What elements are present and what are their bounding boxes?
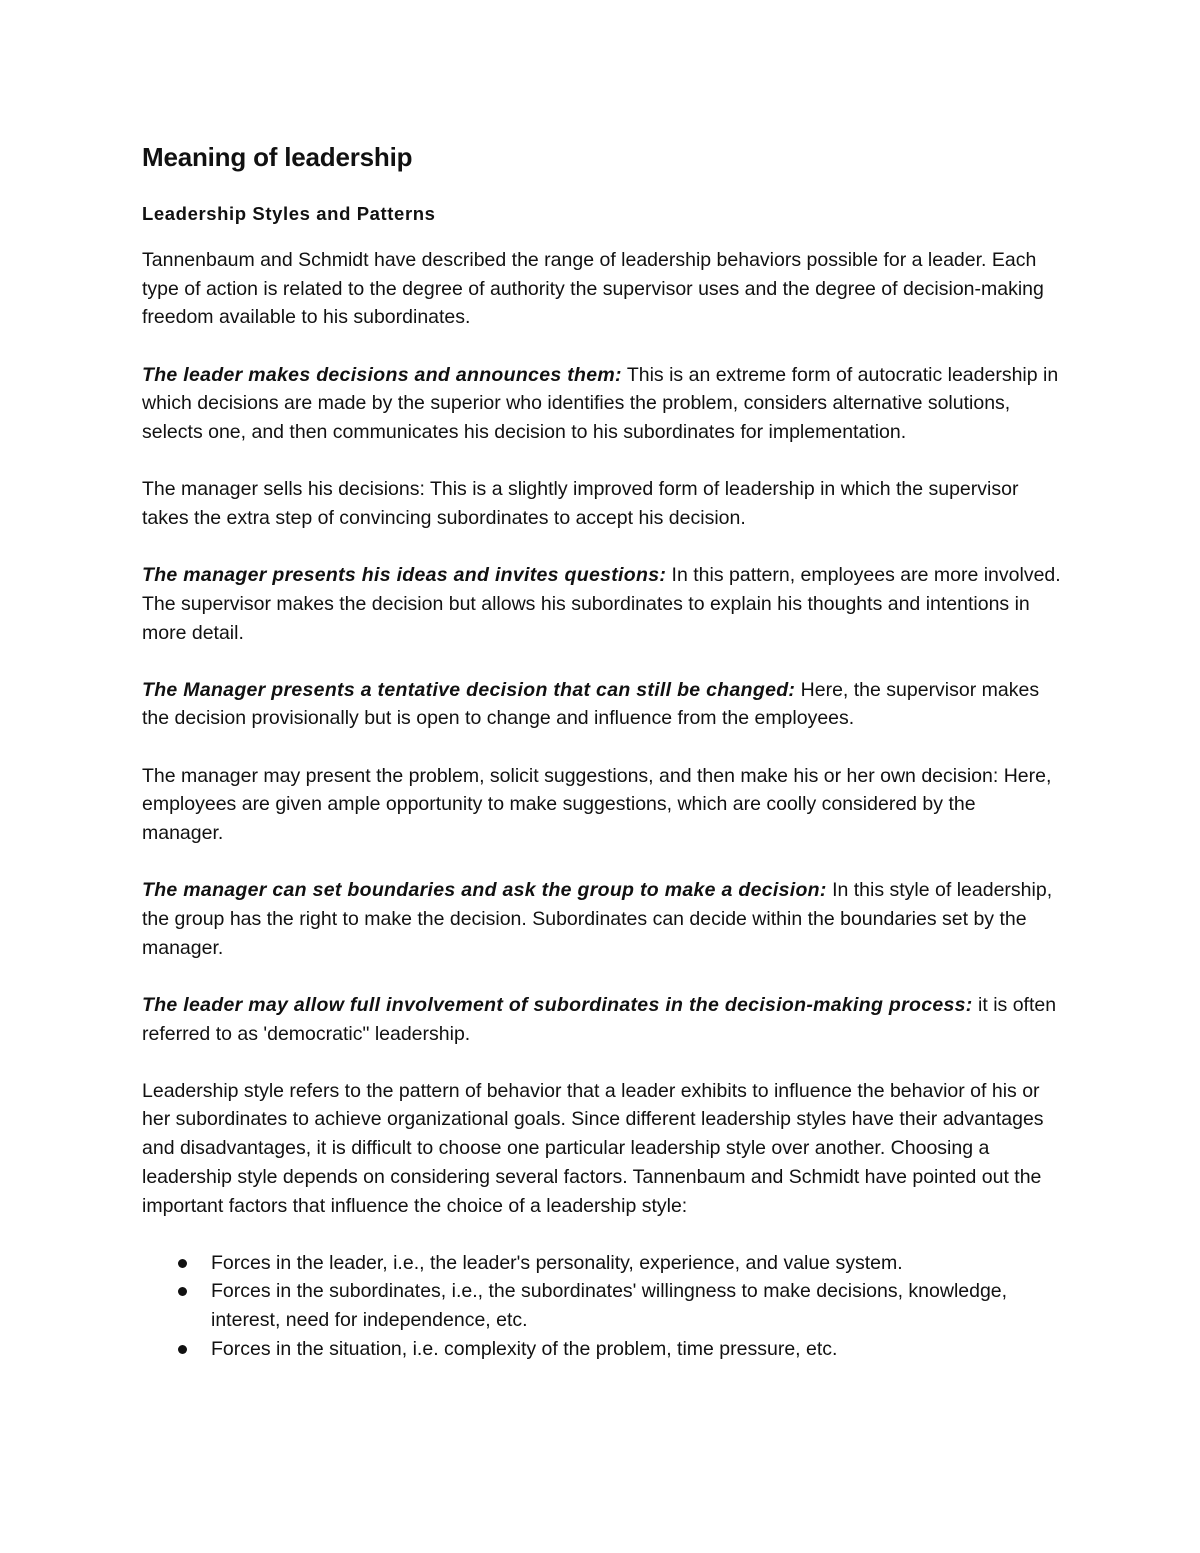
paragraph-lead: The leader may allow full involvement of subordinates in the decision-making process:: [142, 993, 973, 1016]
list-item-text: Forces in the subordinates, i.e., the subordinates' willingness to make decisions, knowledge, interest, need for independence, etc.: [211, 1280, 1008, 1332]
list-item-text: Forces in the situation, i.e. complexity of the problem, time pressure, etc.: [211, 1337, 838, 1360]
paragraph-lead: The Manager presents a tentative decision that can still be changed:: [142, 678, 796, 701]
paragraph-text: This is an extreme form of autocratic leadership in which decisions are made by the superior who identifies the problem, considers alternative solutions, selects one, and then communicates his decision to his subordinates for implementation.: [142, 363, 1059, 444]
paragraph-solicit-suggestions: The manager may present the problem, solicit suggestions, and then make his or her own decision: Here, employees are given ample opportunity to make suggestions, which are coolly considered by the manager.: [142, 764, 1052, 845]
paragraph-lead: The manager can set boundaries and ask the group to make a decision:: [142, 879, 827, 902]
list-item: [142, 1277, 1062, 1334]
document-title: Meaning of leadership: [142, 142, 413, 172]
paragraph-text: Here, the supervisor makes the decision provisionally but is open to change and influence from the employees.: [142, 678, 1040, 730]
paragraph-lead: The manager presents his ideas and invites questions:: [142, 564, 667, 587]
list-item-text: Forces in the leader, i.e., the leader's personality, experience, and value system.: [211, 1251, 903, 1274]
paragraph-tentative-decision: [142, 676, 1062, 733]
paragraph-text: In this pattern, employees are more involved. The supervisor makes the decision but allows his subordinates to explain his thoughts and intentions in more detail.: [142, 564, 1061, 644]
list-item: [142, 1249, 1062, 1278]
bullet-icon: [178, 1287, 187, 1296]
paragraph-text: it is often referred to as 'democratic" leadership.: [142, 993, 1057, 1045]
document-page: [142, 138, 1062, 1364]
bullet-icon: [178, 1259, 187, 1268]
section-heading: Leadership Styles and Patterns: [142, 203, 436, 224]
factors-list: [142, 1249, 1062, 1364]
list-item: [142, 1335, 1062, 1364]
paragraph-set-boundaries: [142, 876, 1062, 962]
paragraph-manager-sells: The manager sells his decisions: This is a slightly improved form of leadership in which the supervisor takes the extra step of convincing subordinates to accept his decision.: [142, 478, 1019, 529]
paragraph-manager-presents-ideas: [142, 561, 1062, 647]
paragraph-lead: The leader makes decisions and announces them:: [142, 363, 622, 386]
paragraph-full-involvement: [142, 991, 1062, 1048]
paragraph-text: In this style of leadership, the group has the right to make the decision. Subordinates can decide within the boundaries set by the manager.: [142, 879, 1053, 959]
bullet-icon: [178, 1345, 187, 1354]
paragraph-leadership-style: Leadership style refers to the pattern of behavior that a leader exhibits to influence the behavior of his or her subordinates to achieve organizational goals. Since different leadership styles have their advantages and disadvantages, it is difficult to choose one particular leadership style over another. Choosing a leadership style depends on considering several factors. Tannenbaum and Schmidt have pointed out the important factors that influence the choice of a leadership style:: [142, 1079, 1044, 1217]
intro-paragraph: Tannenbaum and Schmidt have described the range of leadership behaviors possible for a leader. Each type of action is related to the degree of authority the supervisor uses and the degree of decision-making freedom available to his subordinates.: [142, 249, 1044, 329]
paragraph-leader-announces: [142, 361, 1062, 447]
